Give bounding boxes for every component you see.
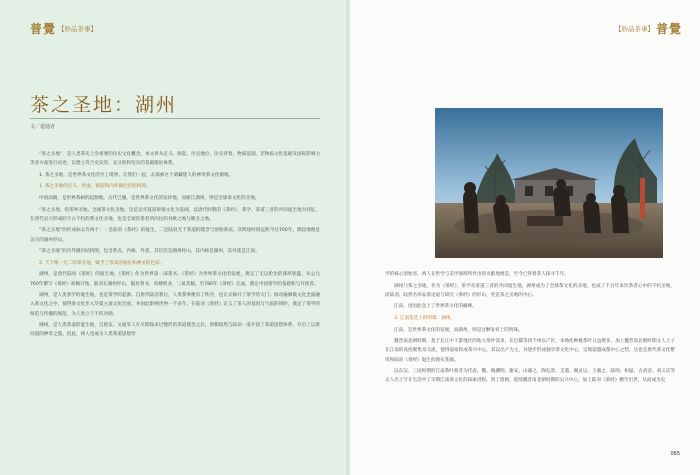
title-divider <box>30 118 320 119</box>
paragraph: 1. 茶之圣地，是世界茶文化的至上境界。让我们一起，去探索这个萌藏迷人的神奇茶文化源地。 <box>39 172 234 178</box>
article-title: 茶之圣地：湖州 <box>30 94 178 116</box>
paragraph: 中国而偶，是世界茶树的起源地。古代已履，是世界茶文化的发祥地，而浙江湖州，则是全球茶文化的圣地。 <box>39 195 260 201</box>
section-heading: 1. 茶之圣地的定义、形成、源起和内外微层层结构图。 <box>39 184 151 190</box>
paragraph: “茶之圣地，指茶界圣地、全球茶文化圣地。这是以华夏道辩微文化为基础，以唐代时期的《茶经》、茶学、茶道三者的共同诞生地为特征，在唐代吴兴形成的千古不朽的茶文化圣地，也是全球饮茶者所向往的谷歌之地与朝圣之地。 <box>30 207 320 222</box>
left-body-text <box>30 150 320 342</box>
brand-logo: 普覺 <box>655 22 682 36</box>
brand-logo: 普覺 <box>30 22 57 36</box>
paragraph: 湖州，是人类茶道的诞生地，自唐玄、文通等人在早期探求过慢形的茶道理念之后，唐朝皎然与陆羽一道开创了茶道思想体系，开启了以茶问道的神奇之旅。因此，两人也成为人类茶道思想形 <box>30 323 320 338</box>
paragraph: 湖州，是唐代陆羽《茶经》的诞生地，《茶经》作为世界第一部茶书，《茶经》为世界茶文化的发展，奠定了无以伦比的深厚底蕴，从公元760年撰写《茶经》初稿开始，陆羽在湖州杼山，隐居著书，青塘别业，三易其稿，至780年《茶经》完成，奠定中国茶学的基础和与开创者。 <box>30 272 320 287</box>
paragraph: 江南，也因此登上了世界茶文化的巅峰。 <box>394 304 477 310</box>
paragraph: 江南，是世界茶文化的发端，而湖州，则是这颗发祥上的明珠。 <box>394 327 523 333</box>
left-header <box>30 20 97 37</box>
paragraph: “茶之圣地”的内外圈层结构图，包含茶点、内核、外延，其层次是湖州杼山，其内核是湖州，其外延是江南。 <box>39 249 260 255</box>
paragraph: 魏晋南北朝时期，基于长江中下游地区的地大茶叶需求，在巴蜀等四个州以产区，本地化种植茶叶日益增多，加上魏晋南北朝时期文人士子在江南的高度聚集及交流，使得道家和成茶兴中心，其以出产为主，并逐步形成独享茶文化中心，呈现超越成都中心之势，这也是唐代茶文化繁荣和陆羽《茶经》诞生的现实基础。 <box>385 339 675 363</box>
paragraph: 以东汉、三国时期的江南茶叶萌芽为代表，魏、陶渊明、谢安、山谦之、陶弘景、支遁、谢灵运、王羲之、陆纳、桓温、古武帝、刘义庆等众人名士写在生活中了早期江南茶文化的探索进程。到了唐朝，延续魏晋南北朝时期的吴兴中心，加上陆羽《茶经》横空出世，从而成为史 <box>385 369 675 384</box>
right-header <box>615 20 682 37</box>
page-number: 065 <box>670 451 680 457</box>
paragraph: “茶之圣地”的形成标志有两个：一是陆羽《茶经》的诞生，二是陆羽光于茶道的理念与创始茶法，其辉煌时间远距今达700年，源起地便是吴兴的湖州杼山。 <box>30 228 320 243</box>
section-heading: 2. 天下唯一无二的茶圣地，赋予了崇高的地位和神圣的色彩。 <box>39 260 165 266</box>
section-heading: 3. 江南览廷上的明珠：湖州。 <box>394 315 455 321</box>
paragraph: 湖州乃茶之圣地，作为《茶经》、茶学及茶道三者的共同诞生地，湖州成为了全球茶文化的圣地，也成了千百年来饮茶者心中的不朽圣地，而陆羽、皎然名举品茶论道与研究《茶经》的杼山，更是茶之圣地的中心。 <box>385 283 675 298</box>
right-body-text <box>385 270 675 388</box>
author-byline: 文／道通者 <box>30 124 56 130</box>
paragraph: “茶之圣地”，是人类茶史上崇重要的历史文化概念。本文将从定义、源起、历史地位、历史背景、物质基础、非物质文化基础及国际影响力等多方面进行论述，以建立符合史实的、充分的和坚实的基础理论体系。 <box>30 152 320 167</box>
photo-illustration-bronze-statues-icon <box>435 108 663 258</box>
column-name: 【妙品茶事】 <box>58 25 98 33</box>
column-name: 【妙品茶事】 <box>614 25 654 33</box>
paragraph: 湖州，是人类茶学的诞生地，也是茶学的起源。自唐代陆羽著后，人类茶事便有了秩序，也正式揭开了茶学的大门；推动遍修微文化全面融入茶文化之中，使得茶文化步入华夏主流文化层面，并因此影响世界一千多年，在陆羽《茶经》定义了茶人的基因与气质的同时，奠定了茶学的师范与传播的规范，为人类立下不朽功勋。 <box>30 293 320 317</box>
paragraph: 学的核心创始者，两人在哲学与美学领域所作出的贡献地便是，至今已得着茶人探寻千年。 <box>385 272 569 277</box>
